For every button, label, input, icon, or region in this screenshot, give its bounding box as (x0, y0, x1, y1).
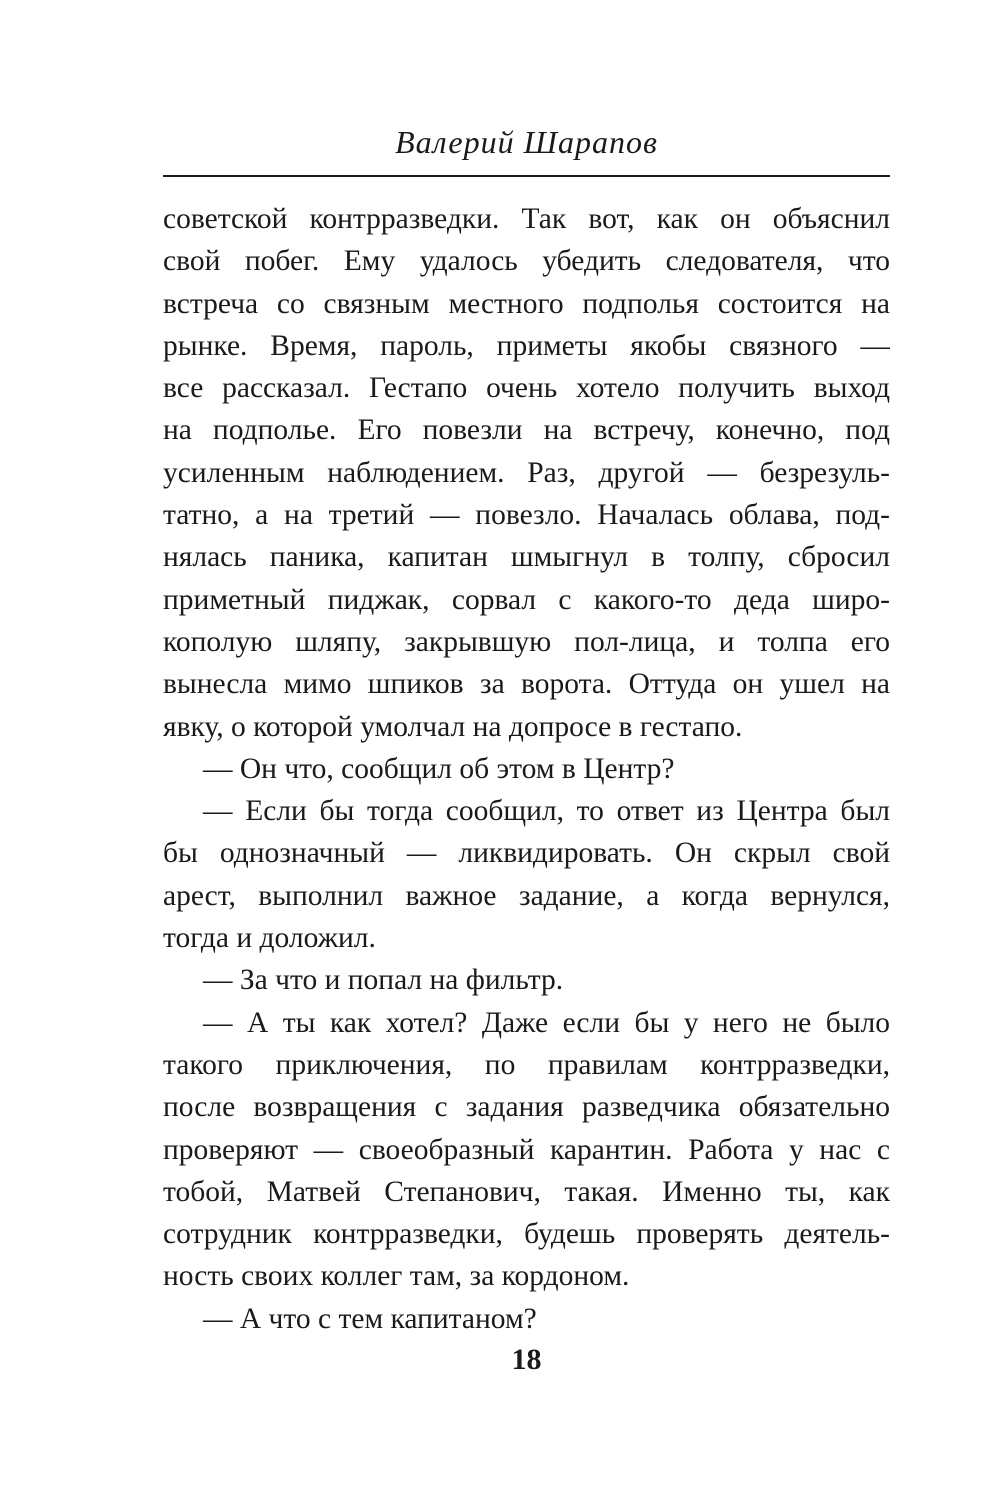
dialogue-line: — Он что, сообщил об этом в Центр? (203, 752, 675, 785)
text-line: явку, о которой умолчал на допросе в гестапо. (163, 710, 743, 743)
dialogue-line: — А что с тем капитаном? (203, 1302, 537, 1335)
text-line: проверяют — своеобразный карантин. Работа у нас с (163, 1133, 890, 1166)
text-line: ность своих коллег там, за кордоном. (163, 1260, 630, 1293)
text-line: тогда и доложил. (163, 922, 376, 955)
page-number: 18 (511, 1343, 542, 1376)
dialogue-line: — Если бы тогда сообщил, то ответ из Центра был (203, 795, 890, 828)
dialogue-line: — А ты как хотел? Даже если бы у него не было (203, 1006, 890, 1039)
text-line: после возвращения с задания разведчика обязательно (163, 1091, 890, 1124)
running-title: Валерий Шарапов (395, 124, 658, 160)
text-line: усиленным наблюдением. Раз, другой — безрезуль- (163, 456, 890, 489)
body-text (163, 198, 890, 1340)
text-line: советской контрразведки. Так вот, как он объяснил (163, 203, 890, 235)
dialogue-line: — За что и попал на фильтр. (203, 964, 564, 997)
text-line: рынке. Время, пароль, приметы якобы связного — (163, 329, 890, 362)
text-line: такого приключения, по правилам контрразведки, (163, 1048, 890, 1081)
text-line: нялась паника, капитан шмыгнул в толпу, сбросил (163, 541, 890, 574)
text-line: сотрудник контрразведки, будешь проверять деятель- (163, 1218, 890, 1251)
header-rule (163, 175, 890, 177)
text-line: тобой, Матвей Степанович, такая. Именно ты, как (163, 1175, 890, 1208)
text-line: все рассказал. Гестапо очень хотело получить выход (163, 372, 890, 405)
text-line: кополую шляпу, закрывшую пол-лица, и толпа его (163, 625, 890, 658)
text-line: татно, а на третий — повезло. Началась облава, под- (163, 499, 890, 532)
text-line: встреча со связным местного подполья состоится на (163, 287, 890, 320)
text-line: на подполье. Его повезли на встречу, конечно, под (163, 414, 890, 447)
text-line: арест, выполнил важное задание, а когда вернулся, (163, 879, 890, 912)
text-line: приметный пиджак, сорвал с какого-то деда широ- (163, 583, 890, 616)
text-line: бы однозначный — ликвидировать. Он скрыл свой (163, 837, 890, 870)
text-line: вынесла мимо шпиков за ворота. Оттуда он ушел на (163, 668, 890, 701)
text-line: свой побег. Ему удалось убедить следователя, что (163, 245, 890, 278)
